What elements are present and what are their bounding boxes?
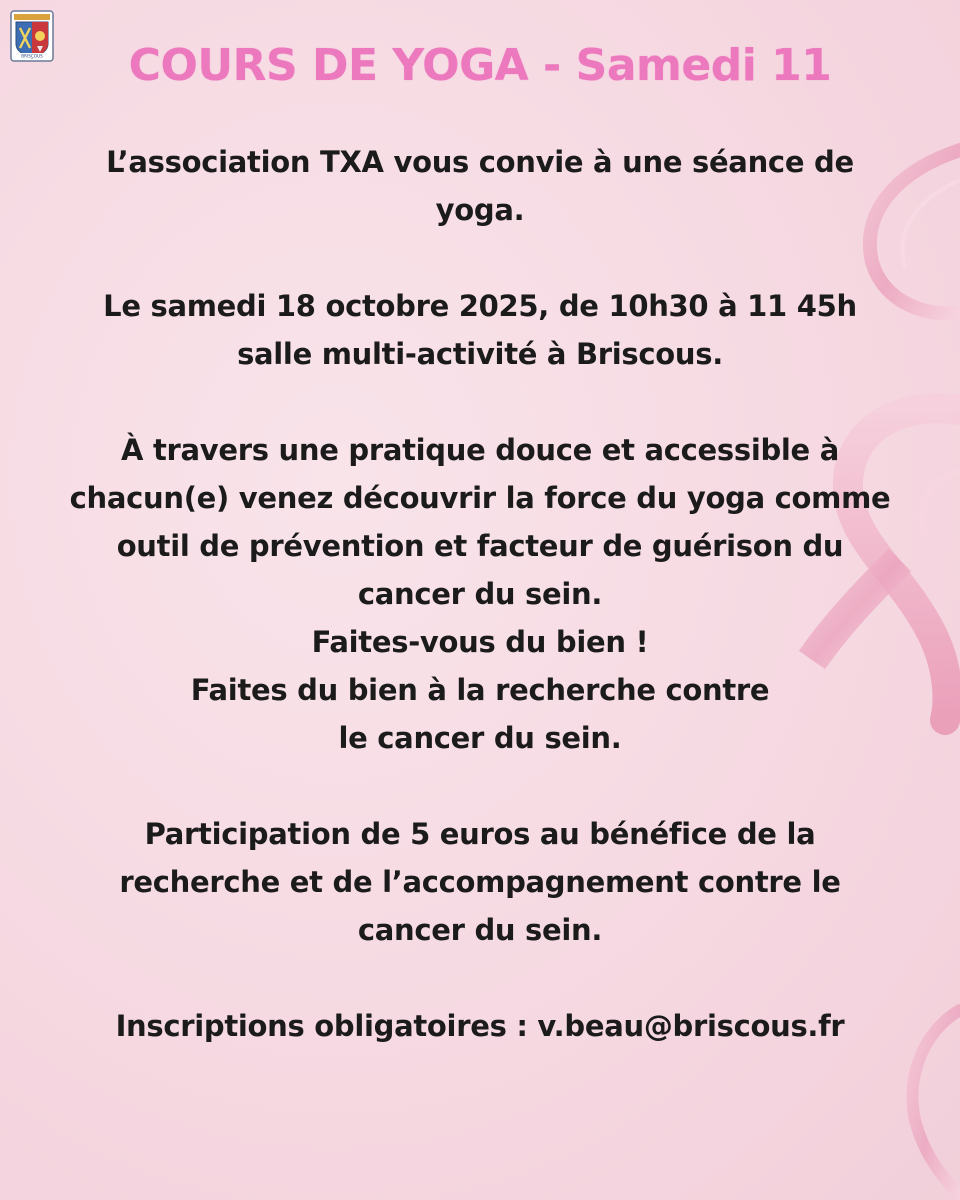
description-line-1: À travers une pratique douce et accessible à: [121, 433, 839, 467]
description-line-5: Faites-vous du bien !: [311, 625, 649, 659]
svg-text:BRISCOUS: BRISCOUS: [21, 53, 43, 59]
description-line-6: Faites du bien à la recherche contre: [190, 673, 770, 707]
description-line-4: cancer du sein.: [357, 577, 603, 611]
registration-line: Inscriptions obligatoires : v.beau@briscous.fr: [115, 1009, 845, 1043]
participation-line-3: cancer du sein.: [357, 913, 603, 947]
date-line-1: Le samedi 18 octobre 2025, de 10h30 à 11 45h: [103, 289, 857, 323]
poster-title: COURS DE YOGA - Samedi 11: [128, 40, 832, 91]
invitation-line-2: yoga.: [435, 193, 525, 227]
poster-body: [20, 138, 940, 1050]
description-line-3: outil de prévention et facteur de guérison du: [116, 529, 844, 563]
date-line-2: salle multi-activité à Briscous.: [237, 337, 723, 371]
description-line-7: le cancer du sein.: [338, 721, 622, 755]
participation-line-1: Participation de 5 euros au bénéfice de la: [144, 817, 816, 851]
invitation-line-1: L’association TXA vous convie à une séance de: [106, 145, 854, 179]
participation-line-2: recherche et de l’accompagnement contre le: [119, 865, 841, 899]
description-line-2: chacun(e) venez découvrir la force du yoga comme: [69, 481, 891, 515]
